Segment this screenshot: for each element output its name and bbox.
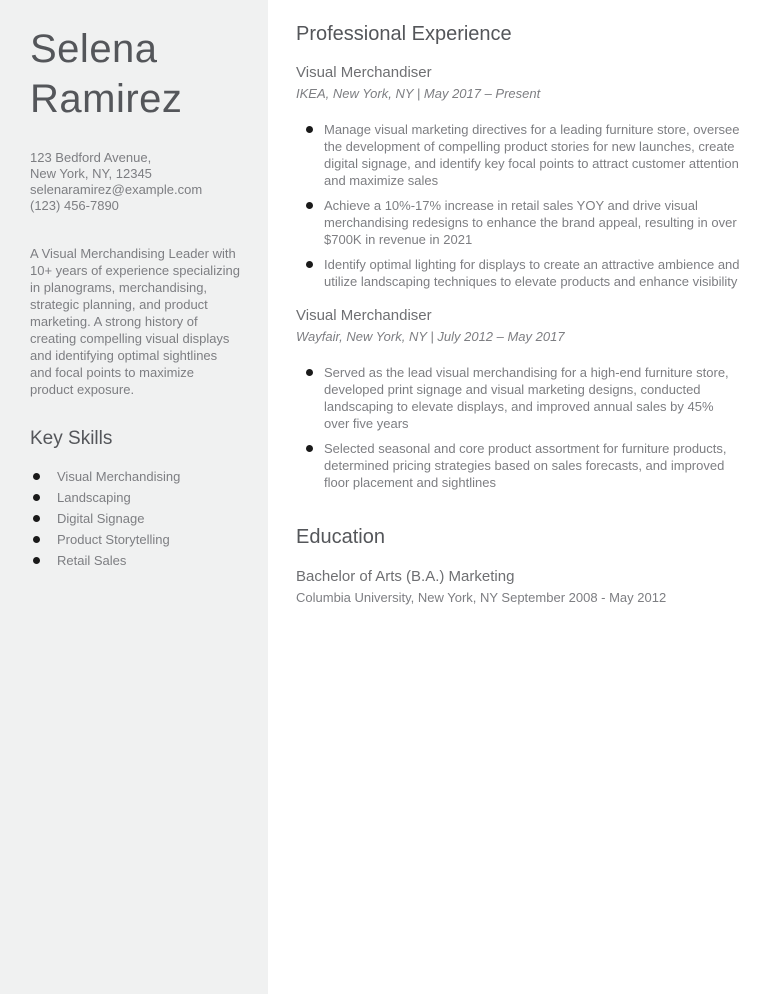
skill-item	[30, 533, 240, 546]
address-line-1: 123 Bedford Avenue,	[30, 150, 152, 165]
main-content	[268, 0, 768, 994]
key-skills-heading: Key Skills	[30, 428, 113, 449]
last-name: Ramirez	[30, 77, 183, 121]
address-line-2: New York, NY, 12345	[30, 166, 152, 181]
bullet-text: Selected seasonal and core product assortment for furniture products, determined pricing strategies based on sales forecasts, and improved floor placement and sightlines	[324, 441, 727, 490]
bullet-icon	[306, 261, 313, 268]
experience-bullet	[296, 364, 742, 432]
bullet-text: Achieve a 10%-17% increase in retail sales YOY and drive visual merchandising redesigns to enhance the brand appeal, resulting in over $700K in revenue in 2021	[324, 198, 737, 247]
candidate-name	[30, 24, 240, 124]
skill-item	[30, 491, 240, 504]
bullet-icon	[306, 126, 313, 133]
bullet-icon	[33, 515, 40, 522]
bullet-icon	[33, 473, 40, 480]
job-bullets	[296, 121, 742, 290]
job-title: Visual Merchandiser	[296, 64, 432, 81]
job-bullets	[296, 364, 742, 491]
bullet-icon	[306, 445, 313, 452]
job-meta: Wayfair, New York, NY | July 2012 – May 2017	[296, 329, 565, 344]
skill-label: Digital Signage	[57, 511, 145, 526]
job-entry	[296, 306, 742, 491]
bullet-icon	[33, 536, 40, 543]
degree-title: Bachelor of Arts (B.A.) Marketing	[296, 568, 515, 585]
bullet-icon	[306, 369, 313, 376]
education-heading: Education	[296, 526, 385, 548]
experience-bullet	[296, 440, 742, 491]
skills-list	[30, 470, 240, 567]
job-entry	[296, 63, 742, 290]
experience-bullet	[296, 121, 742, 189]
skill-item	[30, 512, 240, 525]
bullet-text: Manage visual marketing directives for a leading furniture store, oversee the development of compelling product stories for new launches, create digital signage, and identify key focal points to attract customer attention and maximize sales	[324, 122, 740, 188]
first-name: Selena	[30, 27, 158, 71]
summary-text: A Visual Merchandising Leader with 10+ years of experience specializing in planograms, merchandising, strategic planning, and product marketing. A strong history of creating compelling visual displays and identifying optimal sightlines and focal points to maximize product exposure.	[30, 246, 240, 397]
bullet-icon	[33, 557, 40, 564]
bullet-icon	[33, 494, 40, 501]
contact-block	[30, 150, 240, 214]
job-meta: IKEA, New York, NY | May 2017 – Present	[296, 86, 541, 101]
skill-label: Landscaping	[57, 490, 131, 505]
bullet-text: Served as the lead visual merchandising for a high-end furniture store, developed print signage and visual marketing designs, conducted landscaping to elevate displays, and improved annual sales by 45% over five years	[324, 365, 729, 431]
email-text: selenaramirez@example.com	[30, 182, 203, 197]
skill-label: Retail Sales	[57, 553, 127, 568]
bullet-icon	[306, 202, 313, 209]
experience-bullet	[296, 256, 742, 290]
sidebar	[0, 0, 268, 994]
skill-label: Product Storytelling	[57, 532, 170, 547]
experience-heading: Professional Experience	[296, 23, 512, 45]
skill-label: Visual Merchandising	[57, 469, 181, 484]
skill-item	[30, 470, 240, 483]
experience-bullet	[296, 197, 742, 248]
phone-text: (123) 456-7890	[30, 198, 119, 213]
school-line: Columbia University, New York, NY September 2008 - May 2012	[296, 590, 667, 605]
bullet-text: Identify optimal lighting for displays to create an attractive ambience and utilize landscaping techniques to elevate products and enhance visibility	[324, 257, 740, 289]
job-title: Visual Merchandiser	[296, 307, 432, 324]
skill-item	[30, 554, 240, 567]
